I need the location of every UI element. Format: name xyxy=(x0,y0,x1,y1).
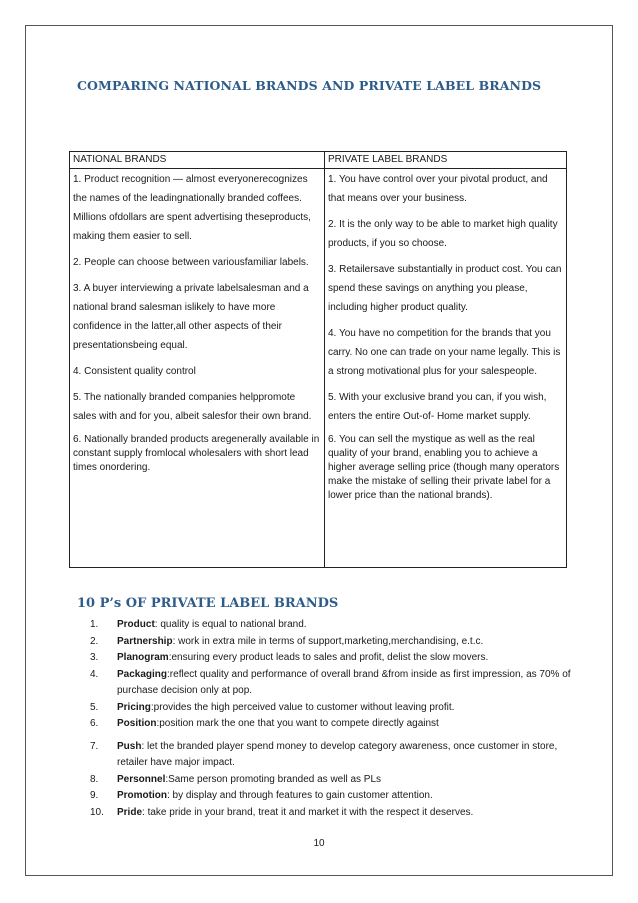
list-item-term: Pride xyxy=(117,806,143,818)
list-item-text: : quality is equal to national brand. xyxy=(154,619,307,630)
list-item-text: : take pride in your brand, treat it and market it with the respect it deserves. xyxy=(142,806,474,818)
header-national-brands: NATIONAL BRANDS xyxy=(70,152,325,169)
list-item-number: 10. xyxy=(90,806,104,818)
list-item-text: :position mark the one that you want to compete directly against xyxy=(156,718,439,729)
private-point-4: 4. You have no competition for the brands that you carry. No one can trade on your name legally. This is a strong motivational plus for your salespeople. xyxy=(328,328,561,377)
page-title: COMPARING NATIONAL BRANDS AND PRIVATE LABEL BRANDS xyxy=(77,78,542,93)
section-title: 10 P’s OF PRIVATE LABEL BRANDS xyxy=(77,596,339,611)
list-item-term: Planogram xyxy=(117,652,169,663)
list-item xyxy=(90,739,580,772)
list-item-term: Packaging xyxy=(117,668,168,680)
comparison-table xyxy=(69,151,567,568)
list-item xyxy=(90,617,580,634)
list-item-text: :reflect quality and performance of overall brand &from inside as first impression, as 70% of purchase decision only at pop. xyxy=(117,668,571,696)
list-item-text: : work in extra mile in terms of support,marketing,merchandising, e.t.c. xyxy=(172,635,484,647)
list-item xyxy=(90,650,580,667)
list-item-number: 7. xyxy=(90,740,99,752)
page-number: 10 xyxy=(313,838,325,849)
list-item-term: Partnership xyxy=(117,635,173,647)
table-body-row xyxy=(70,169,567,568)
list-item-number: 1. xyxy=(90,619,99,630)
private-point-5: 5. With your exclusive brand you can, if you wish, enters the entire Out-of- Home market supply. xyxy=(328,392,547,422)
list-item-text: :ensuring every product leads to sales and profit, delist the slow movers. xyxy=(168,652,489,663)
header-private-label-brands: PRIVATE LABEL BRANDS xyxy=(325,152,567,169)
list-item-term: Promotion xyxy=(117,790,167,801)
list-item-text: :Same person promoting branded as well as PLs xyxy=(165,773,382,785)
list-item-number: 3. xyxy=(90,652,99,663)
private-point-1: 1. You have control over your pivotal product, and that means over your business. xyxy=(328,174,548,204)
national-point-6: 6. Nationally branded products aregenerally available in constant supply fromlocal wholesalers with short lead times onordering. xyxy=(73,434,320,473)
list-item-term: Personnel xyxy=(117,773,166,785)
list-item-number: 9. xyxy=(90,790,99,801)
private-point-6: 6. You can sell the mystique as well as the real quality of your brand, enabling you to achieve a higher average selling price (though many operators make the mistake of selling their private label for a lower price than the national brands). xyxy=(328,434,560,501)
private-point-3: 3. Retailersave substantially in product cost. You can spend these savings on anything you please, including higher product quality. xyxy=(328,264,562,313)
list-item-number: 5. xyxy=(90,701,99,713)
list-item xyxy=(90,700,580,717)
list-item-text: : let the branded player spend money to develop category awareness, once customer in store, retailer have major impact. xyxy=(117,740,558,768)
list-item-number: 8. xyxy=(90,773,99,785)
national-brands-cell xyxy=(70,169,325,568)
national-point-5: 5. The nationally branded companies helppromote sales with and for you, albeit salesfor their own brand. xyxy=(73,392,312,422)
private-point-2: 2. It is the only way to be able to market high quality products, if you so choose. xyxy=(328,219,558,249)
list-item-number: 6. xyxy=(90,718,99,729)
list-item xyxy=(90,634,580,651)
list-item-term: Pricing xyxy=(117,701,151,713)
list-item xyxy=(90,805,580,822)
list-item xyxy=(90,667,580,700)
list-item-term: Product xyxy=(117,619,155,630)
private-label-brands-cell xyxy=(325,169,567,568)
list-item-number: 4. xyxy=(90,668,99,680)
list-item xyxy=(90,788,580,805)
list-item-term: Position xyxy=(117,718,157,729)
national-point-3: 3. A buyer interviewing a private labelsalesman and a national brand salesman islikely to have more confidence in the latter,all other aspects of their presentationsbeing equal. xyxy=(73,283,309,351)
list-item-term: Push xyxy=(117,740,142,752)
list-item xyxy=(90,716,580,733)
ten-ps-list xyxy=(90,617,580,821)
list-item-text: :provides the high perceived value to customer without leaving profit. xyxy=(150,701,455,713)
national-point-1: 1. Product recognition — almost everyonerecognizes the names of the leadingnationally branded coffees. Millions ofdollars are spent advertising theseproducts, making them easier to sell. xyxy=(73,174,311,242)
list-item xyxy=(90,772,580,789)
national-point-4: 4. Consistent quality control xyxy=(73,366,196,377)
list-item-number: 2. xyxy=(90,635,99,647)
table-header-row xyxy=(70,152,567,169)
national-point-2: 2. People can choose between variousfamiliar labels. xyxy=(73,257,309,268)
list-item-text: : by display and through features to gain customer attention. xyxy=(167,790,433,801)
